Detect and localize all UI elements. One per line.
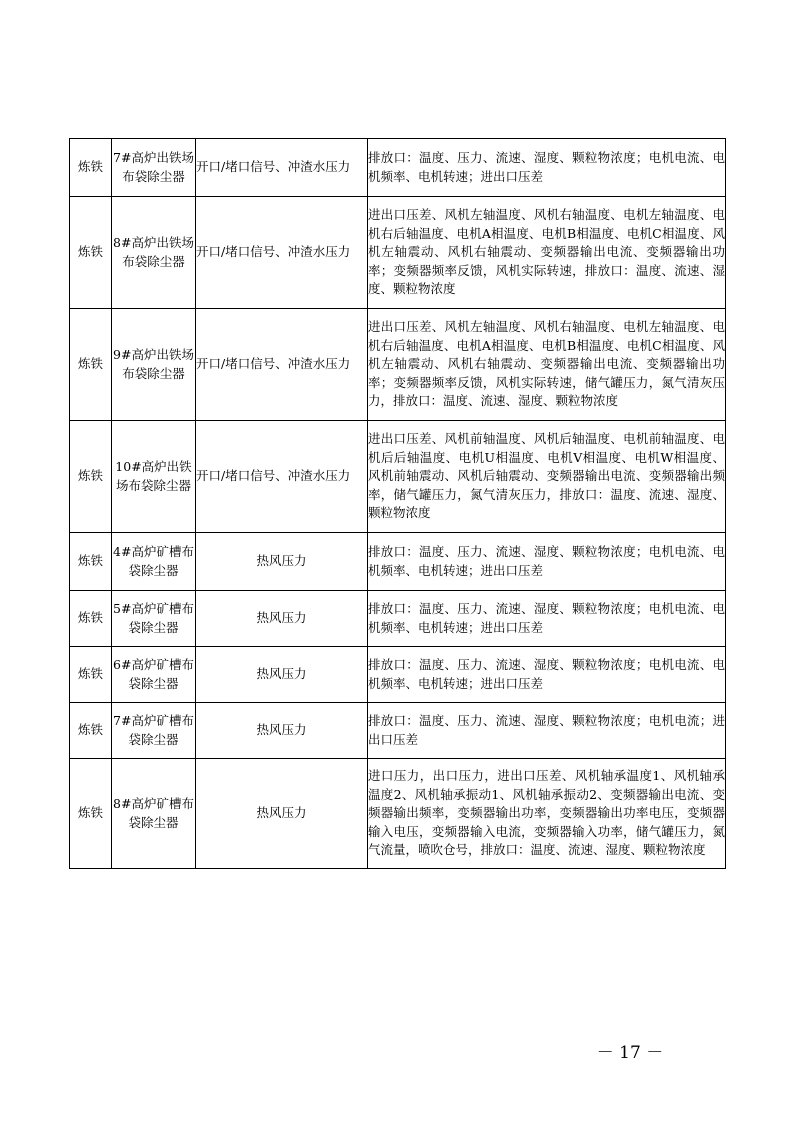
params-cell: 进出口压差、风机左轴温度、风机右轴温度、电机左轴温度、电机右后轴温度、电机A相温度、电机B相温度、电机C相温度、风机左轴震动、风机右轴震动、变频器输出电流、变频器输出功率；变频器频率反馈，风机实际转速，排放口：温度、流速、湿度、颗粒物浓度 <box>368 197 726 309</box>
equipment-cell: 6#高炉矿槽布袋除尘器 <box>112 647 196 703</box>
signal-cell <box>196 533 368 591</box>
signal-text: 开口/堵口信号、冲渣水压力 <box>196 356 351 372</box>
params-cell: 进出口压差、风机左轴温度、风机右轴温度、电机左轴温度、电机右后轴温度、电机A相温度、电机B相温度、电机C相温度、风机左轴震动、风机右轴震动、变频器输出电流、变频器输出功率；变频器频率反馈，风机实际转速，储气罐压力，氮气清灰压力，排放口：温度、流速、湿度、颗粒物浓度 <box>368 309 726 421</box>
equipment-cell: 7#高炉矿槽布袋除尘器 <box>112 703 196 759</box>
signal-text: 热风压力 <box>256 610 307 626</box>
equipment-cell: 8#高炉出铁场布袋除尘器 <box>112 197 196 309</box>
params-cell: 排放口：温度、压力、流速、湿度、颗粒物浓度；电机电流、电机频率、电机转速；进出口压差 <box>368 533 726 591</box>
signal-text: 热风压力 <box>256 666 307 682</box>
process-cell: 炼铁 <box>70 591 112 647</box>
signal-cell <box>196 197 368 309</box>
table-row <box>70 421 726 533</box>
params-cell: 排放口：温度、压力、流速、湿度、颗粒物浓度；电机电流、电机频率、电机转速；进出口压差 <box>368 591 726 647</box>
table-row <box>70 197 726 309</box>
signal-cell <box>196 421 368 533</box>
equipment-cell: 7#高炉出铁场布袋除尘器 <box>112 139 196 197</box>
params-cell: 排放口：温度、压力、流速、湿度、颗粒物浓度；电机电流、电机频率、电机转速；进出口压差 <box>368 647 726 703</box>
params-cell: 进出口压差、风机前轴温度、风机后轴温度、电机前轴温度、电机后后轴温度、电机U相温度、电机V相温度、电机W相温度、风机前轴震动、风机后轴震动、变频器输出电流、变频器输出频率，储气罐压力，氮气清灰压力，排放口：温度、流速、湿度、颗粒物浓度 <box>368 421 726 533</box>
process-cell: 炼铁 <box>70 533 112 591</box>
process-cell: 炼铁 <box>70 309 112 421</box>
process-cell: 炼铁 <box>70 759 112 869</box>
equipment-cell: 4#高炉矿槽布袋除尘器 <box>112 533 196 591</box>
signal-text: 热风压力 <box>256 553 307 569</box>
table-row <box>70 533 726 591</box>
params-cell: 排放口：温度、压力、流速、湿度、颗粒物浓度；电机电流；进出口压差 <box>368 703 726 759</box>
signal-text: 开口/堵口信号、冲渣水压力 <box>196 244 351 260</box>
process-cell: 炼铁 <box>70 421 112 533</box>
table-row <box>70 647 726 703</box>
params-cell: 进口压力，出口压力，进出口压差、风机轴承温度1、风机轴承温度2、风机轴承振动1、风机轴承振动2、变频器输出电流、变频器输出频率，变频器输出功率，变频器输出功率电压，变频器输入电压，变频器输入电流，变频器输入功率，储气罐压力，氮气流量，喷吹仓号，排放口：温度、流速、湿度、颗粒物浓度 <box>368 759 726 869</box>
process-cell: 炼铁 <box>70 197 112 309</box>
signal-cell <box>196 759 368 869</box>
signal-cell <box>196 591 368 647</box>
process-cell: 炼铁 <box>70 647 112 703</box>
signal-text: 开口/堵口信号、冲渣水压力 <box>196 159 351 175</box>
equipment-cell: 9#高炉出铁场布袋除尘器 <box>112 309 196 421</box>
equipment-cell: 8#高炉矿槽布袋除尘器 <box>112 759 196 869</box>
equipment-cell: 10#高炉出铁场布袋除尘器 <box>112 421 196 533</box>
equipment-cell: 5#高炉矿槽布袋除尘器 <box>112 591 196 647</box>
process-cell: 炼铁 <box>70 139 112 197</box>
process-cell: 炼铁 <box>70 703 112 759</box>
table-row <box>70 309 726 421</box>
table-row <box>70 139 726 197</box>
signal-cell <box>196 309 368 421</box>
signal-cell <box>196 647 368 703</box>
signal-text: 热风压力 <box>256 722 307 738</box>
table-row <box>70 591 726 647</box>
signal-cell <box>196 703 368 759</box>
signal-cell <box>196 139 368 197</box>
monitoring-table <box>69 138 726 869</box>
table-row <box>70 759 726 869</box>
table-row <box>70 703 726 759</box>
signal-text: 热风压力 <box>256 805 307 821</box>
signal-text: 开口/堵口信号、冲渣水压力 <box>196 468 351 484</box>
params-cell: 排放口：温度、压力、流速、湿度、颗粒物浓度；电机电流、电机频率、电机转速；进出口压差 <box>368 139 726 197</box>
page-number: － 17 － <box>596 1043 664 1063</box>
